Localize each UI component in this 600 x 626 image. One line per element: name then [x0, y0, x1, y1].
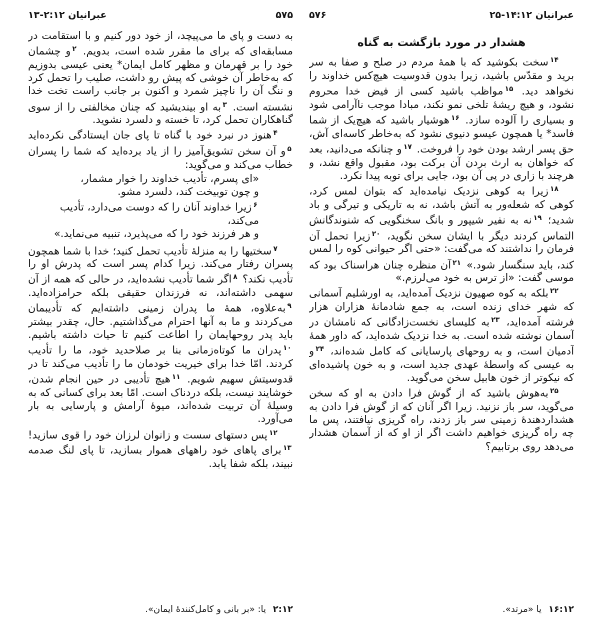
verse-number: ۱۹ — [533, 213, 542, 222]
verse-number: ۵ — [287, 145, 292, 154]
scripture-paragraph: $^{۱۸}$زیرا به کوهی نزدیک نیامده‌اید که بتوان لمس کرد، کوهی که شعله‌ور به آتش باشد، نه به تاریکی و تیرگی و باد شدید؛ $^{۱۹}$نه به نفیر شیپور و بانگ سخنگویی که شنوندگانش التماس کردند دیگر با ایشان سخن نگوید، $^{۲۰}$زیرا تحمل آن فرمان را نداشتند که می‌گفت: «حتی اگر حیوانی کوه را لمس کند، باید سنگسار شود.» $^{۲۱}$آن منظره چنان هراسناک بود که موسی گفت: «از ترس به خود می‌لرزم.» — [309, 185, 574, 285]
verse-number: ۸ — [233, 273, 238, 282]
scripture-paragraph: به دست و پای ما می‌پیچد، از خود دور کنیم و با استقامت در مسابقه‌ای که برای ما مقرر شده است، بدویم. $^۲$و چشمان خود را بر قهرمان و مظهر کامل ایمان* یعنی عیسی بدوزیم که به‌خاطر آن خوشی که پیش رو داشت، صلیب را تحمل کرد و ننگ آن را ناچیز شمرد و اکنون بر جانب راست تخت خدا نشسته است. $^۳$به او بیندیشید که چنان مخالفتی را از سوی گناهکاران تحمل کرد، تا خسته و دلسرد نشوید. — [28, 30, 293, 127]
verse-number: ۲ — [72, 45, 77, 54]
poetry-line: و هر فرزند خود را که می‌پذیرد، تنبیه می‌نماید.» — [53, 228, 259, 241]
footnote-text-right: یا «مرتد». — [502, 605, 542, 615]
scripture-paragraph: $^{۱۴}$سخت بکوشید که با همۀ مردم در صلح و صفا به سر برید و مقدّس باشید، زیرا بدون قدوسیت هیچ‌کس خداوند را نخواهد دید. $^{۱۵}$مواظب باشید کسی از فیض خدا محروم نشود، و هیچ ریشۀ تلخی نمو نکند، مبادا موجب ناآرامی شود و بسیاری را آلوده سازد. $^{۱۶}$هوشیار باشید که هیچ‌یک از شما فاسد* یا همچون عیسو دنیوی نشود که به‌خاطر کاسه‌ای آش، حق پسر ارشد بودن خود را فروخت. $^{۱۷}$و چنانکه می‌دانید، بعد که خواهان به ارث بردن آن برکت بود، مقبول واقع نشد، و هرچند با زاری در پی آن بود، جایی برای توبه پیدا نکرد. — [309, 56, 574, 182]
verse-number: ۱۲ — [268, 428, 278, 437]
verse-number: ۱۷ — [403, 142, 412, 151]
verse-number: ۱۳ — [282, 444, 292, 453]
verse-number: ۴ — [273, 129, 278, 138]
page-576 — [309, 10, 574, 616]
footnote-left — [28, 598, 293, 616]
scripture-text-left — [28, 30, 293, 598]
poetry-line: و چون توبیخت کند، دلسرد مشو. — [117, 186, 259, 199]
scripture-paragraph: $^{۲۵}$به‌هوش باشید که از گوش فرا دادن به او که سخن می‌گوید، سر باز نزنید. زیرا اگر آنان که از گوش فرا دادن به هشداردهندۀ زمینی سر باز زدند، راه گریزی نیافتند، پس ما چه راه گریزی خواهیم داشت اگر از او که از آسمان هشدار می‌دهد روی برتابیم؟ — [309, 387, 574, 453]
verse-number: ۲۴ — [315, 345, 325, 354]
page-number-right: ۵۷۶ — [309, 10, 327, 21]
verse-number: ۱۵ — [504, 85, 514, 94]
verse-number: ۲۳ — [491, 316, 500, 325]
verse-number: ۳ — [222, 100, 227, 109]
verse-number: ۲۱ — [452, 258, 462, 267]
section-heading: هشدار در مورد بازگشت به گناه — [357, 36, 526, 49]
verse-number: ۹ — [287, 302, 292, 311]
scripture-paragraph: $^۷$سختیها را به منزلۀ تأدیب تحمل کنید؛ خدا با شما همچون پسران رفتار می‌کند. زیرا کدام پسر است که پدرش او را تأدیب نکند؟ $^۸$اگر شما تأدیب نشده‌اید، در حالی که همه از آن سهمی داشته‌اند، نه فرزندان حقیقی بلکه حرامزاده‌اید. $^۹$به‌علاوه، همۀ ما پدران زمینی داشته‌ایم که تأدیبمان می‌کردند و ما به آنها احترام می‌گذاشتیم. حال، چقدر بیشتر باید پدر روحهایمان را اطاعت کنیم تا حیات داشته باشیم. $^{۱۰}$پدران ما کوتاه‌زمانی بنا بر صلاحدید خود، ما را تأدیب کردند. امّا خدا برای خیریت خودمان ما را تأدیب می‌کند تا در قدوسیتش سهیم شویم. $^{۱۱}$هیچ تأدیبی در حین انجام شدن، خوشایند نیست، بلکه دردناک است. امّا بعد برای کسانی که به وسیلۀ آن تربیت شده‌اند، میوۀ آرامش و پارسایی به بار می‌آورد. — [28, 244, 293, 426]
verse-number: ۱۸ — [549, 185, 559, 194]
verse-number: ۱۶ — [450, 114, 460, 123]
scripture-paragraph: $^{۲۲}$بلکه به کوه صهیون نزدیک آمده‌اید، به اورشلیم آسمانی که شهر خدای زنده است، به جمع شادمانۀ هزاران هزار فرشته آمده‌اید، $^{۲۳}$به کلیسای نخست‌زادگانی که نامشان در آسمان نوشته شده است. به خدا نزدیک شده‌اید، که داور همۀ آدمیان است، و به روحهای پارسایانی که کامل شده‌اند، $^{۲۴}$و به عیسی که واسطۀ عهدی جدید است، و به خون پاشیده‌ای که نیکوتر از خون هابیل سخن می‌گوید. — [309, 287, 574, 385]
footnote-ref-right: ۱۶:۱۲ — [548, 605, 574, 615]
verse-number: ۷ — [273, 244, 278, 253]
running-head-right — [309, 10, 574, 21]
passage-ref-left: عبرانیان ۲:۱۲-۱۳ — [28, 10, 107, 21]
verse-number: ۲۵ — [549, 387, 559, 396]
scripture-paragraph: $^۴$هنوز در نبرد خود با گناه تا پای جان ایستادگی نکرده‌اید $^۵$و آن سخن تشویق‌آمیز را از یاد برده‌اید که شما را پسران خطاب می‌کند و می‌گوید: — [28, 129, 293, 171]
passage-ref-right: عبرانیان ۱۴:۱۲-۲۵ — [489, 10, 574, 21]
verse-number: ۲۰ — [371, 229, 381, 238]
poetry-line: $^۶$زیرا خداوند آنان را که دوست می‌دارد، تأدیب می‌کند، — [59, 201, 259, 228]
page-575 — [28, 10, 293, 616]
verse-number: ۶ — [253, 201, 258, 210]
verse-number: ۱۱ — [171, 373, 181, 382]
scripture-text-right — [309, 30, 574, 598]
running-head-left — [28, 10, 293, 21]
poetry-block — [28, 173, 259, 242]
footnote-text-left: یا: «بر بانی و کامل‌کنندۀ ایمان». — [145, 605, 267, 615]
page-number-left: ۵۷۵ — [275, 10, 293, 21]
poetry-line: «ای پسرم، تأدیب خداوند را خوار مشمار، — [80, 173, 259, 186]
verse-number: ۱۰ — [282, 344, 292, 353]
footnote-right — [309, 598, 574, 616]
footnote-ref-left: ۲:۱۲ — [272, 605, 293, 615]
scripture-paragraph: $^{۱۲}$پس دستهای سست و زانوان لرزان خود را قوی سازید! $^{۱۳}$برای پاهای خود راههای هموار بسازید، تا پای لنگ صدمه نبیند، بلکه شفا یابد. — [28, 428, 293, 471]
verse-number: ۱۴ — [549, 56, 559, 65]
verse-number: ۲۲ — [549, 287, 559, 296]
